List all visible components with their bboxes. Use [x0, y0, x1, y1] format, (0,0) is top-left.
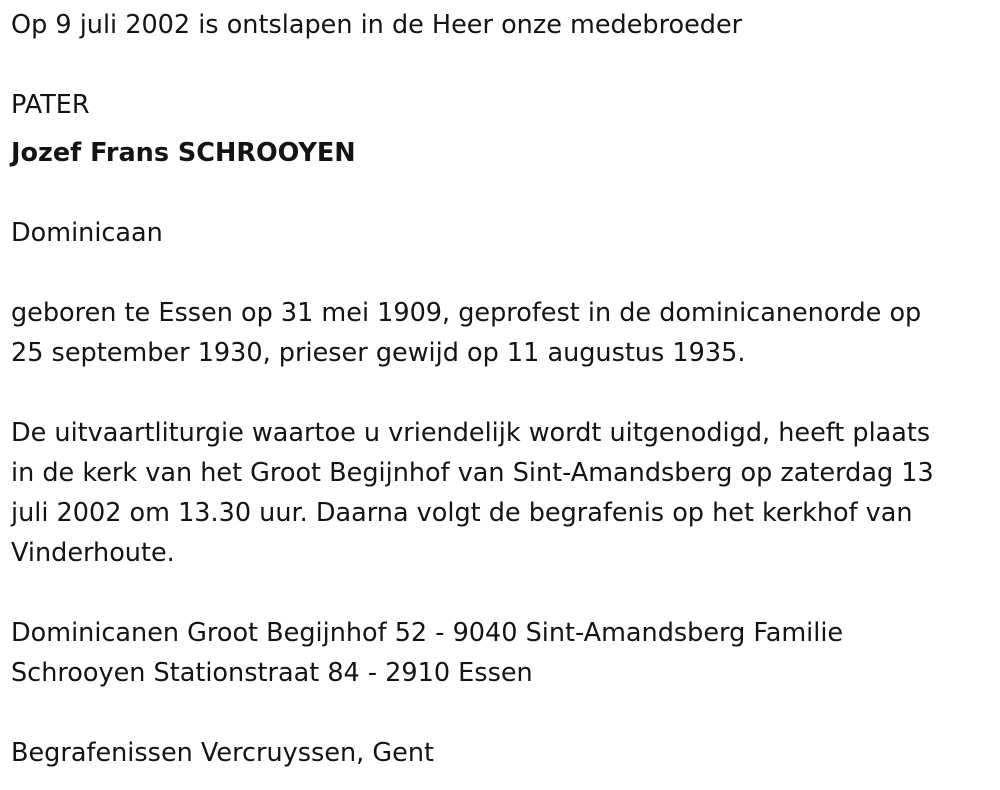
intro-text: Op 9 juli 2002 is ontslapen in de Heer onze medebroeder — [11, 10, 743, 40]
spacer — [11, 253, 986, 293]
address-paragraph — [11, 613, 986, 693]
spacer — [11, 173, 986, 213]
funeral-line: juli 2002 om 13.30 uur. Daarna volgt de begrafenis op het kerkhof van — [11, 498, 913, 528]
title-text: PATER — [11, 90, 90, 120]
funeral-line: De uitvaartliturgie waartoe u vriendelijk wordt uitgenodigd, heeft plaats — [11, 418, 931, 448]
address-line: Dominicanen Groot Begijnhof 52 - 9040 Sint-Amandsberg Familie — [11, 618, 844, 648]
funeral-line: in de kerk van het Groot Begijnhof van Sint-Amandsberg op zaterdag 13 — [11, 458, 934, 488]
spacer — [11, 693, 986, 733]
funeral-paragraph — [11, 413, 986, 573]
spacer — [11, 373, 986, 413]
order-text: Dominicaan — [11, 218, 163, 248]
biography-line: 25 september 1930, prieser gewijd op 11 augustus 1935. — [11, 338, 746, 368]
biography-line: geboren te Essen op 31 mei 1909, geprofest in de dominicanenorde op — [11, 298, 922, 328]
undertaker-text: Begrafenissen Vercruyssen, Gent — [11, 738, 434, 768]
spacer — [11, 45, 986, 85]
funeral-line: Vinderhoute. — [11, 538, 175, 568]
death-notice — [11, 5, 986, 773]
spacer — [11, 573, 986, 613]
address-line: Schrooyen Stationstraat 84 - 2910 Essen — [11, 658, 533, 688]
deceased-name: Jozef Frans SCHROOYEN — [11, 138, 356, 168]
biography-paragraph — [11, 293, 986, 373]
